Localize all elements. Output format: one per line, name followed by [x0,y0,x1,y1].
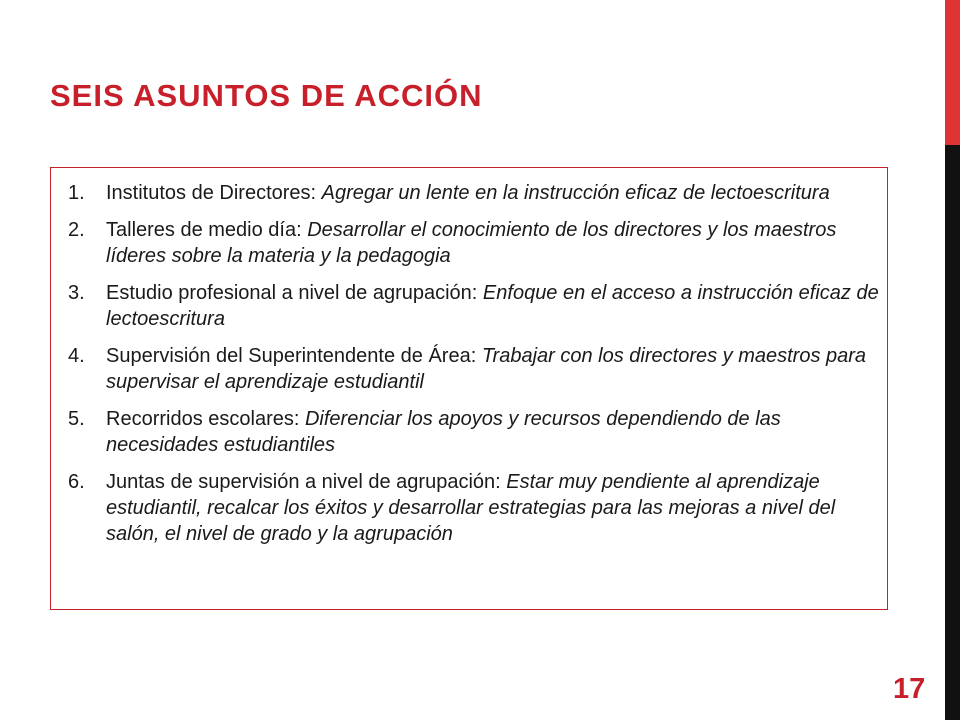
item-description: Enfoque en el acceso a instrucción eficaz de lectoescritura [106,282,879,330]
list-item [68,343,883,395]
item-number: 2. [68,219,85,241]
item-text [106,469,883,547]
item-heading: Supervisión del Superintendente de Área: [106,345,482,367]
item-heading: Talleres de medio día: [106,219,308,241]
item-text [106,180,883,206]
item-heading: Estudio profesional a nivel de agrupación: [106,282,483,304]
item-description: Trabajar con los directores y maestros para supervisar el aprendizaje estudiantil [106,345,867,393]
item-description: Agregar un lente en la instrucción eficaz de lectoescritura [321,182,830,204]
item-text [106,406,883,458]
item-text [106,280,883,332]
item-heading: Recorridos escolares: [106,408,305,430]
item-description: Desarrollar el conocimiento de los directores y los maestros líderes sobre la materia y la pedagogia [106,219,837,267]
item-number: 4. [68,345,85,367]
item-heading: Institutos de Directores: [106,182,322,204]
item-number: 6. [68,471,85,493]
item-heading: Juntas de supervisión a nivel de agrupación: [106,471,507,493]
item-number: 1. [68,182,85,204]
list-item [68,180,883,206]
list-item [68,469,883,547]
side-bar-dark [945,145,960,720]
slide-title: SEIS ASUNTOS DE ACCIÓN [50,78,483,113]
page-number: 17 [893,673,926,705]
action-list [68,180,883,558]
item-text [106,217,883,269]
item-text [106,343,883,395]
item-description: Diferenciar los apoyos y recursos dependiendo de las necesidades estudiantiles [106,408,781,456]
list-item [68,217,883,269]
side-bar-accent [945,0,960,145]
list-item [68,280,883,332]
list-item [68,406,883,458]
item-number: 3. [68,282,85,304]
item-number: 5. [68,408,85,430]
item-description: Estar muy pendiente al aprendizaje estudiantil, recalcar los éxitos y desarrollar estrategias para las mejoras a nivel del salón, el nivel de grado y la agrupación [106,471,836,545]
